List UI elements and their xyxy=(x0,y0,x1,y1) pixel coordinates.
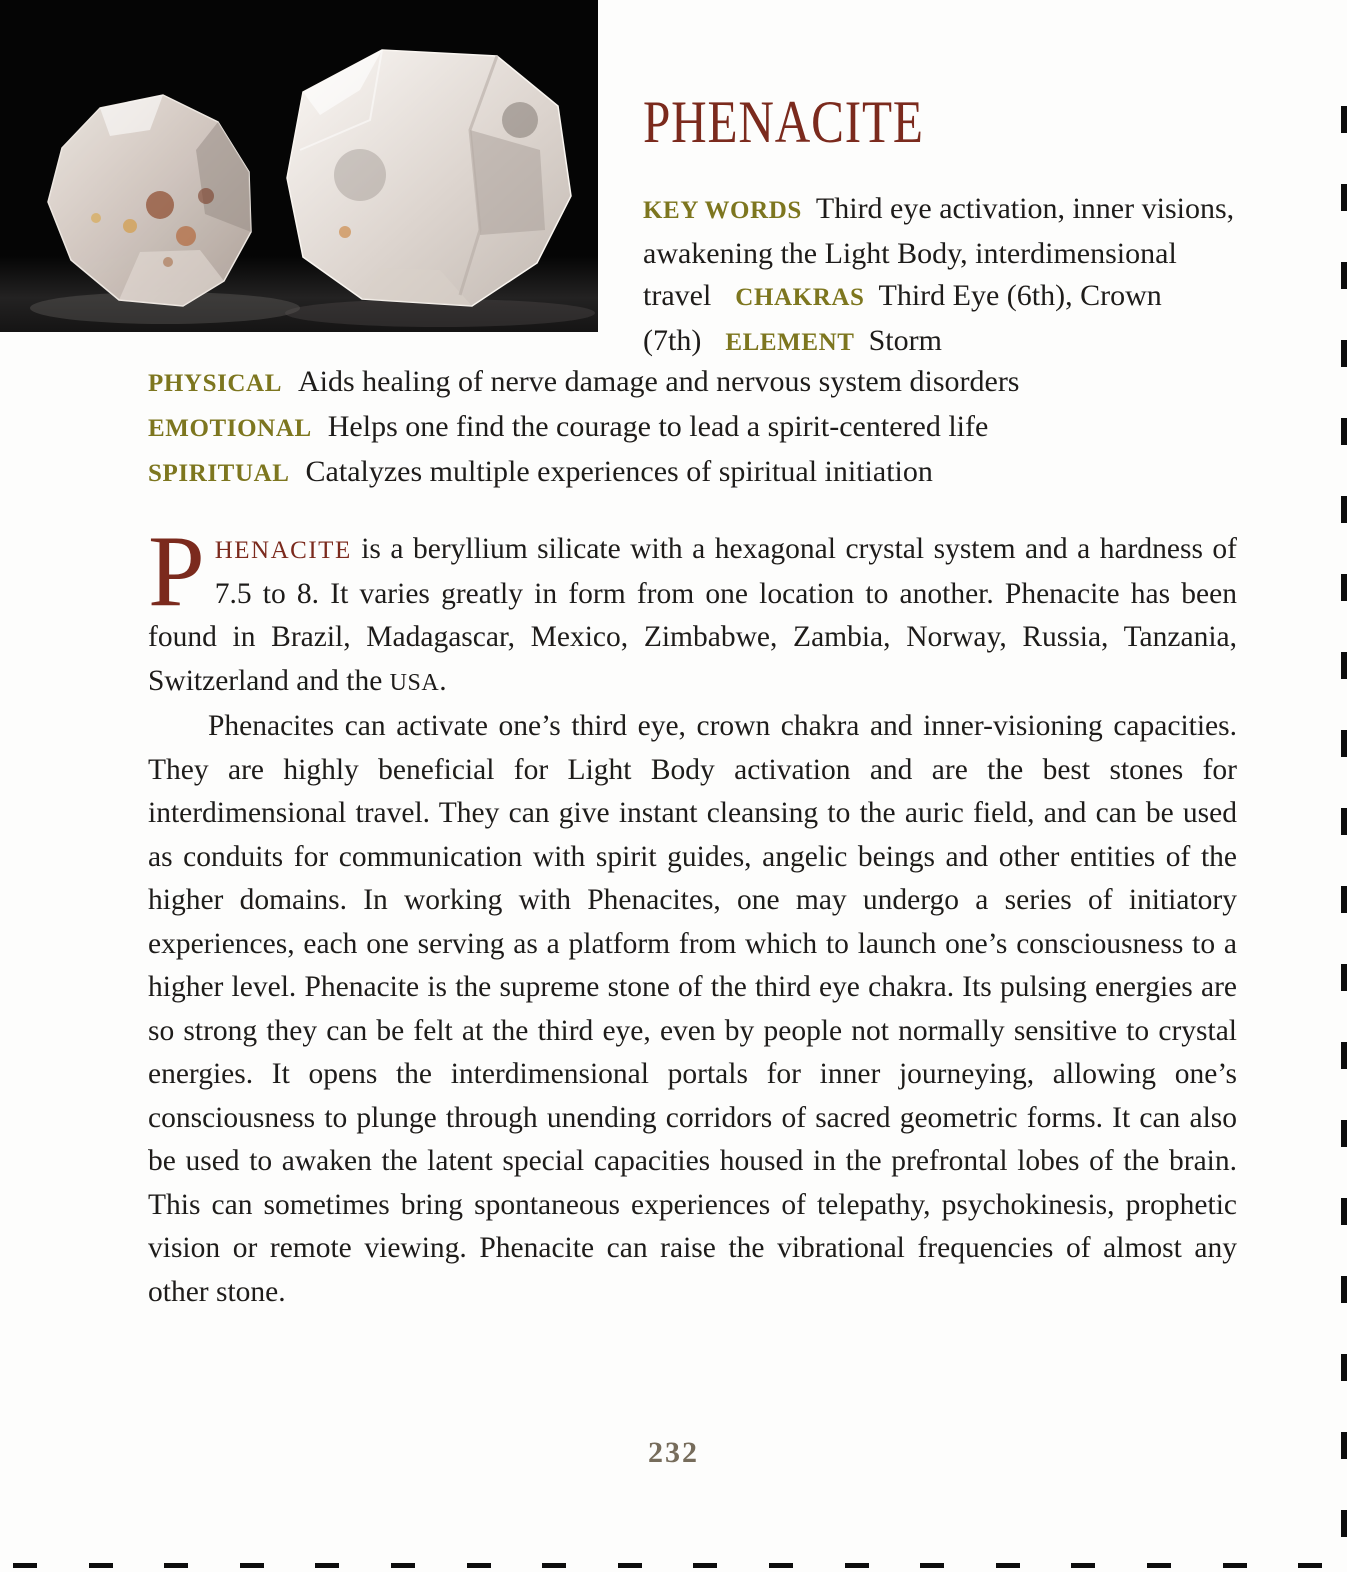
attribute-row-spiritual xyxy=(148,450,1248,495)
paragraph-1-text: is a beryllium silicate with a hexagonal crystal system and a hardness of 7.5 to 8. It varies greatly in form from one location to another. Phenacite has been found in Brazil, Madagascar, Mexico, Zimbabwe, Zambia, Norway, Russia, Tanzania, Switzerland and the xyxy=(148,533,1237,697)
edge-dash xyxy=(845,1563,869,1568)
key-words-text: Third eye activation, inner visions, awakening the Light Body, interdimensional travel xyxy=(643,192,1235,312)
page-title: PHENACITE xyxy=(643,89,924,155)
edge-dash xyxy=(996,1563,1020,1568)
edge-dash xyxy=(391,1563,415,1568)
edge-dash xyxy=(164,1563,188,1568)
edge-tick xyxy=(1341,496,1347,523)
drop-cap: P xyxy=(148,515,205,628)
edge-dash xyxy=(1298,1563,1322,1568)
edge-dash xyxy=(240,1563,264,1568)
edge-tick xyxy=(1341,808,1347,835)
edge-dash xyxy=(315,1563,339,1568)
paragraph-1 xyxy=(148,515,1237,705)
edge-dash xyxy=(1071,1563,1095,1568)
edge-tick xyxy=(1341,730,1347,757)
keywords-block xyxy=(643,188,1243,364)
edge-tick xyxy=(1341,964,1347,991)
attribute-row-emotional xyxy=(148,405,1248,450)
edge-tick xyxy=(1341,418,1347,445)
edge-tick xyxy=(1341,1354,1347,1381)
emotional-label: EMOTIONAL xyxy=(148,415,312,442)
edge-tick xyxy=(1341,652,1347,679)
paragraph-2: Phenacites can activate one’s third eye, crown chakra and inner-visioning capacities. They are highly beneficial for Light Body activation and are the best stones for interdimensional travel. They can give instant cleansing to the auric field, and can be used as conduits for communication with spirit guides, angelic beings and other entities of the higher domains. In working with Phenacites, one may undergo a series of initiatory experiences, each one serving as a platform from which to launch one’s consciousness to a higher level. Phenacite is the supreme stone of the third eye chakra. Its pulsing energies are so strong they can be felt at the third eye, even by people not normally sensitive to crystal energies. It opens the interdimensional portals for inner journeying, allowing one’s consciousness to plunge through unending corridors of sacred geometric forms. It can also be used to awaken the latent special capacities housed in the prefrontal lobes of the brain. This can sometimes bring spontaneous experiences of telepathy, psychokinesis, prophetic vision or remote viewing. Phenacite can raise the vibrational frequencies of almost any other stone. xyxy=(148,710,1237,1308)
element-text: Storm xyxy=(868,323,942,357)
edge-tick xyxy=(1341,1198,1347,1225)
attributes-list xyxy=(148,360,1248,495)
chakras-text: Third Eye (6th), Crown (7th) xyxy=(643,279,1162,357)
edge-tick xyxy=(1341,1432,1347,1459)
edge-tick xyxy=(1341,886,1347,913)
edge-tick xyxy=(1341,1120,1347,1147)
edge-dash xyxy=(542,1563,566,1568)
chakras-label: CHAKRAS xyxy=(735,284,865,311)
usa-smallcaps: USA xyxy=(389,669,440,696)
page-number: 232 xyxy=(648,1436,699,1469)
physical-label: PHYSICAL xyxy=(148,370,282,397)
edge-tick xyxy=(1341,106,1347,133)
edge-dash xyxy=(467,1563,491,1568)
edge-tick xyxy=(1341,262,1347,289)
edge-dash xyxy=(13,1563,37,1568)
spiritual-label: SPIRITUAL xyxy=(148,460,290,487)
edge-tick xyxy=(1341,340,1347,367)
key-words-label: KEY WORDS xyxy=(643,197,802,224)
edge-tick xyxy=(1341,1276,1347,1303)
edge-tick xyxy=(1341,1042,1347,1069)
edge-dash xyxy=(1147,1563,1171,1568)
edge-dash xyxy=(769,1563,793,1568)
edge-dash xyxy=(1223,1563,1247,1568)
paragraph-1-period: . xyxy=(439,664,447,697)
edge-tick xyxy=(1341,574,1347,601)
body-text xyxy=(148,515,1237,1314)
edge-dash xyxy=(618,1563,642,1568)
edge-dash xyxy=(920,1563,944,1568)
attribute-row-physical xyxy=(148,360,1248,405)
element-label: ELEMENT xyxy=(725,328,855,356)
physical-text: Aids healing of nerve damage and nervous system disorders xyxy=(298,365,1020,398)
lead-smallcaps: HENACITE xyxy=(214,537,352,564)
spiritual-text: Catalyzes multiple experiences of spiritual initiation xyxy=(305,455,933,488)
emotional-text: Helps one find the courage to lead a spirit-centered life xyxy=(327,410,989,443)
edge-tick xyxy=(1341,1510,1347,1537)
edge-dash xyxy=(89,1563,113,1568)
phenacite-crystals-photo xyxy=(0,0,598,332)
edge-dash xyxy=(693,1563,717,1568)
edge-tick xyxy=(1341,184,1347,211)
